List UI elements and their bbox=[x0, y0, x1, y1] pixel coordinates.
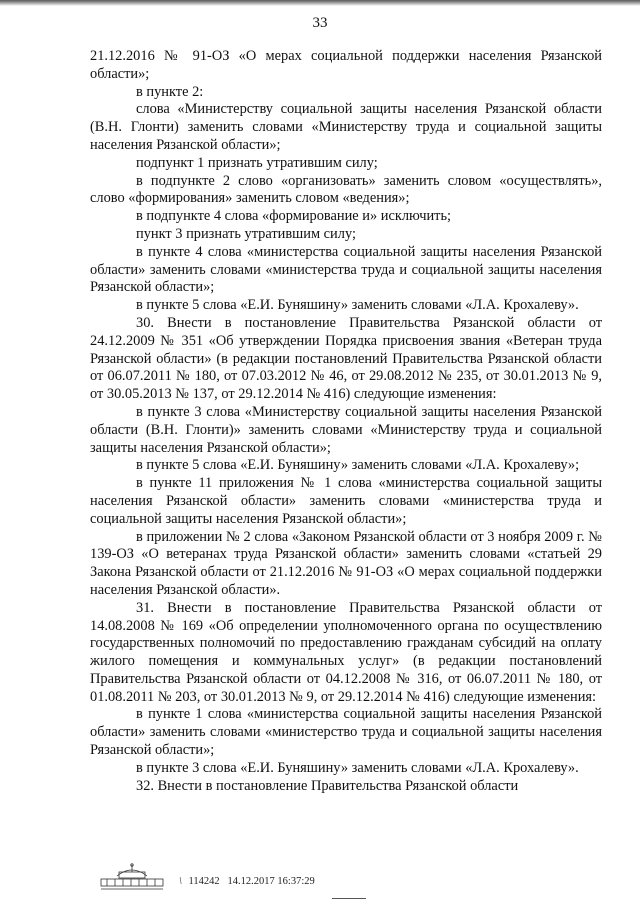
page-number: 33 bbox=[312, 15, 328, 31]
bottom-mark bbox=[332, 898, 366, 899]
paragraph: в приложении № 2 слова «Законом Рязанской области от 3 ноября 2009 г. № 139-ОЗ «О ветеранах труда Рязанской области» заменить словами «статьей 29 Закона Рязанской области от 21.12.2016 № 91-ОЗ «О мерах социальной поддержки населения Рязанской области». bbox=[90, 528, 602, 598]
paragraph: в пункте 5 слова «Е.И. Буняшину» заменить словами «Л.А. Крохалеву»; bbox=[136, 457, 580, 474]
paragraph: 32. Внести в постановление Правительства Рязанской области bbox=[136, 777, 519, 794]
paragraph: слова «Министерству социальной защиты населения Рязанской области (В.Н. Глонти) заменить словами «Министерству труда и социальной защиты населения Рязанской области»; bbox=[90, 101, 602, 153]
paragraph: подпункт 1 признать утратившим силу; bbox=[136, 154, 378, 171]
paragraph: в пункте 1 слова «министерства социальной защиты населения Рязанской области» заменить словами «министерство труда и социальной защиты населения Рязанской области»; bbox=[90, 706, 602, 759]
paragraph: в пункте 5 слова «Е.И. Буняшину» заменить словами «Л.А. Крохалеву». bbox=[136, 297, 579, 314]
document-stamp bbox=[179, 876, 315, 887]
paragraph: в подпункте 4 слова «формирование и» исключить; bbox=[136, 208, 452, 225]
paragraph: 30. Внести в постановление Правительства Рязанской области от 24.12.2009 № 351 «Об утверждении Порядка присвоения звания «Ветеран труда Рязанской области» (в редакции постановлений Правительства Рязанской области от 06.07.2011 № 180, от 07.03.2012 № 46, от 29.08.2012 № 235, от 30.01.2013 № 9, от 30.05.2013 № 137, от 29.12.2014 № 416) следующие изменения: bbox=[90, 314, 602, 403]
paragraph: в пункте 2: bbox=[136, 83, 204, 100]
government-emblem-icon bbox=[97, 862, 167, 892]
scan-edge bbox=[0, 0, 640, 6]
paragraph: в пункте 3 слова «Министерству социальной защиты населения Рязанской области (В.Н. Глонти)» заменить словами «Министерству труда и социальной защиты населения Рязанской области»; bbox=[90, 403, 602, 456]
document-footer bbox=[97, 862, 517, 892]
doc-datetime: 14.12.2017 16:37:29 bbox=[227, 876, 315, 887]
paragraph: в пункте 3 слова «Е.И. Буняшину» заменить словами «Л.А. Крохалеву». bbox=[136, 759, 579, 776]
paragraph: в пункте 4 слова «министерства социальной защиты населения Рязанской области» заменить словами «министерства труда и социальной защиты населения Рязанской области»; bbox=[90, 243, 602, 296]
document-body bbox=[90, 48, 602, 795]
doc-number: 114242 bbox=[188, 876, 220, 887]
paragraph: пункт 3 признать утратившим силу; bbox=[136, 225, 356, 242]
paragraph: в подпункте 2 слово «организовать» заменить словом «осуществлять», слово «формирования» заменить словом «ведения»; bbox=[90, 172, 602, 207]
paragraph: 21.12.2016 № 91-ОЗ «О мерах социальной поддержки населения Рязанской области»; bbox=[90, 48, 602, 82]
doc-symbol: \ bbox=[179, 876, 182, 887]
paragraph: в пункте 11 приложения № 1 слова «министерства социальной защиты населения Рязанской области» заменить словами «министерства труда и социальной защиты населения Рязанской области»; bbox=[90, 475, 602, 527]
paragraph: 31. Внести в постановление Правительства Рязанской области от 14.08.2008 № 169 «Об определении уполномоченного органа по осуществлению государственных полномочий по предоставлению гражданам субсидий на оплату жилого помещения и коммунальных услуг» (в редакции постановлений Правительства Рязанской области от 04.12.2008 № 316, от 06.07.2011 № 180, от 01.08.2011 № 203, от 30.01.2013 № 9, от 29.12.2014 № 416) следующие изменения: bbox=[90, 599, 602, 705]
